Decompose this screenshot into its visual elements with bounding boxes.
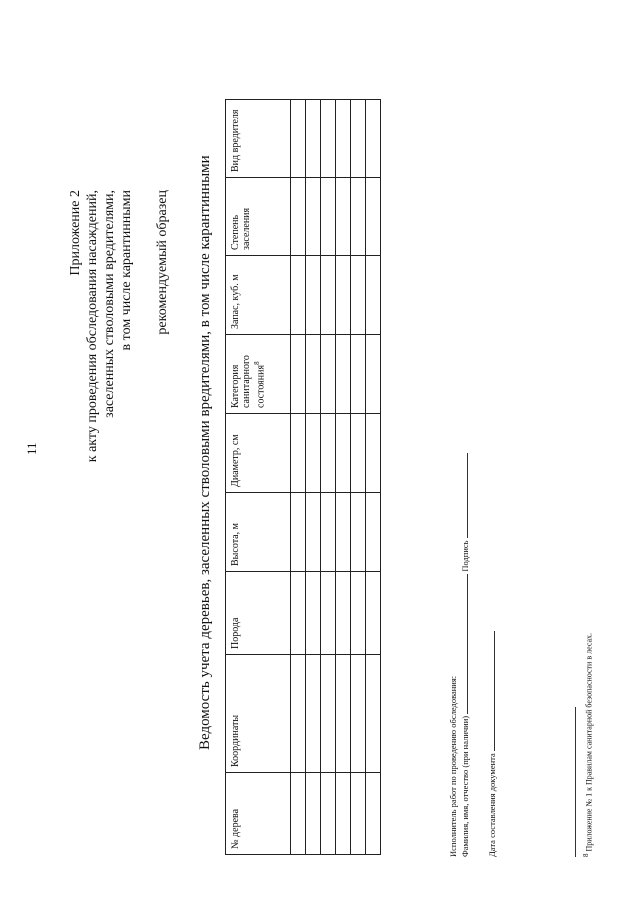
fio-blank (459, 574, 468, 714)
date-label: Дата составления документа (487, 753, 497, 857)
fio-label: Фамилия, имя, отчество (при наличии) (460, 715, 470, 857)
footnote-text: Приложение № 1 к Правилам санитарной безопасности в лесах. (584, 632, 594, 852)
footnote-number: 8 (582, 853, 590, 857)
fio-row (459, 453, 471, 857)
appendix-line: в том числе карантинными (119, 190, 134, 351)
table-row (351, 100, 366, 855)
footnote-mark: 8 (253, 361, 261, 365)
header-stock: Запас, куб. м (226, 256, 291, 335)
header-coordinates: Координаты (226, 655, 291, 773)
header-species: Порода (226, 572, 291, 655)
table-row (306, 100, 321, 855)
footnote (582, 633, 594, 857)
table-row (366, 100, 381, 855)
date-row (486, 631, 497, 857)
date-blank (486, 631, 495, 751)
performer-label: Исполнитель работ по проведению обследования: (448, 675, 458, 857)
appendix-line: заселенных стволовыми вредителями, (102, 190, 117, 418)
table-row (291, 100, 306, 855)
signature-label: Подпись (460, 540, 470, 572)
register-table (225, 99, 381, 855)
footnote-rule (575, 707, 576, 857)
header-sanitary-category (226, 335, 291, 414)
table-header-row (226, 100, 291, 855)
appendix-line: Приложение 2 (68, 190, 83, 276)
page-number: 11 (24, 442, 39, 455)
header-sanitary-category-text: Категория санитарного состояния (230, 355, 267, 408)
table-row (321, 100, 336, 855)
header-pest-species: Вид вредителя (226, 100, 291, 178)
sample-note: рекомендуемый образец (155, 190, 170, 335)
appendix-heading (67, 190, 135, 462)
document-title: Ведомость учета деревьев, заселенных стволовыми вредителями, в том числе карантинными (197, 155, 213, 750)
header-infestation-degree: Степень заселения (226, 178, 291, 256)
header-height: Высота, м (226, 493, 291, 572)
header-diameter: Диаметр, см (226, 414, 291, 493)
signature-block (447, 453, 471, 857)
appendix-line: к акту проведения обследования насаждений, (85, 190, 100, 463)
signature-blank (459, 453, 468, 538)
header-tree-number: № дерева (226, 773, 291, 855)
table-row (336, 100, 351, 855)
